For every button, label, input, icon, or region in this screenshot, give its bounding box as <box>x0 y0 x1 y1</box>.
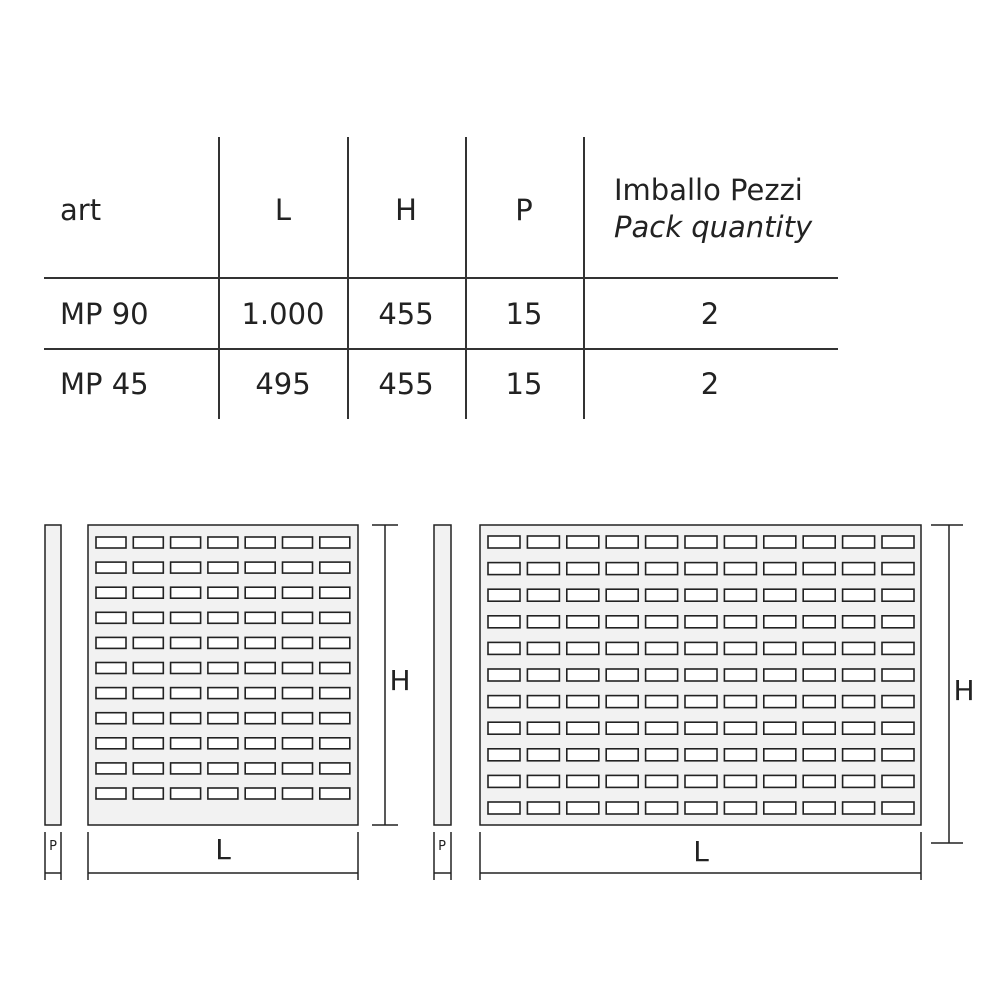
cell-l: 1.000 <box>241 297 325 331</box>
slot <box>96 612 126 623</box>
slot <box>606 536 638 548</box>
slot <box>685 749 717 761</box>
slot <box>527 775 559 787</box>
slot <box>96 788 126 799</box>
slot <box>527 722 559 734</box>
slot <box>606 696 638 708</box>
slot <box>488 589 520 601</box>
slot <box>646 589 678 601</box>
slot <box>133 738 163 749</box>
slot <box>133 713 163 724</box>
slot <box>283 612 313 623</box>
slot <box>320 788 350 799</box>
slot <box>646 775 678 787</box>
slot <box>245 788 275 799</box>
slot <box>527 802 559 814</box>
slot <box>685 775 717 787</box>
slot <box>764 536 796 548</box>
slot <box>133 688 163 699</box>
slot <box>724 696 756 708</box>
slot <box>843 536 875 548</box>
slot <box>96 738 126 749</box>
large-side-profile <box>434 525 451 825</box>
large-l-label: L <box>693 835 709 868</box>
slot <box>527 616 559 628</box>
slot <box>724 669 756 681</box>
slot <box>606 722 638 734</box>
slot <box>803 589 835 601</box>
slot <box>133 763 163 774</box>
slot <box>803 563 835 575</box>
slot <box>606 589 638 601</box>
slot <box>803 616 835 628</box>
header-art: art <box>60 193 102 227</box>
slot <box>133 663 163 674</box>
slot <box>283 763 313 774</box>
slot <box>685 696 717 708</box>
slot <box>724 563 756 575</box>
slot <box>882 802 914 814</box>
slot <box>685 642 717 654</box>
slot <box>567 563 599 575</box>
small-side-profile <box>45 525 61 825</box>
slot <box>208 663 238 674</box>
slot <box>245 763 275 774</box>
slot <box>320 587 350 598</box>
slot <box>208 562 238 573</box>
slot <box>171 738 201 749</box>
slot <box>685 669 717 681</box>
slot <box>685 589 717 601</box>
large-panel-drawing <box>434 525 975 880</box>
slot <box>646 749 678 761</box>
slot <box>96 637 126 648</box>
slot <box>843 616 875 628</box>
slot <box>764 775 796 787</box>
slot <box>803 642 835 654</box>
slot <box>843 696 875 708</box>
slot <box>96 562 126 573</box>
large-h-label: H <box>953 674 975 707</box>
slot <box>283 562 313 573</box>
slot <box>803 696 835 708</box>
slot <box>724 536 756 548</box>
slot <box>882 589 914 601</box>
slot <box>96 713 126 724</box>
cell-art: MP 90 <box>60 297 149 331</box>
slot <box>567 775 599 787</box>
slot <box>96 587 126 598</box>
small-l-label: L <box>215 833 231 866</box>
slot <box>646 722 678 734</box>
slot <box>208 688 238 699</box>
slot <box>208 537 238 548</box>
slot <box>320 688 350 699</box>
cell-pack: 2 <box>700 367 720 401</box>
slot <box>882 563 914 575</box>
slot <box>567 642 599 654</box>
slot <box>843 802 875 814</box>
slot <box>171 537 201 548</box>
slot <box>245 637 275 648</box>
slot <box>320 562 350 573</box>
slot <box>527 696 559 708</box>
slot <box>133 537 163 548</box>
slot <box>646 696 678 708</box>
slot <box>208 788 238 799</box>
cell-pack: 2 <box>700 297 720 331</box>
slot <box>724 589 756 601</box>
slot <box>567 749 599 761</box>
slot <box>320 738 350 749</box>
slot <box>764 802 796 814</box>
slot <box>685 616 717 628</box>
cell-art: MP 45 <box>60 367 149 401</box>
slot <box>843 642 875 654</box>
slot <box>843 722 875 734</box>
slot <box>283 587 313 598</box>
slot <box>646 642 678 654</box>
slot <box>245 663 275 674</box>
slot <box>488 749 520 761</box>
slot <box>171 688 201 699</box>
slot <box>803 749 835 761</box>
slot <box>527 589 559 601</box>
slot <box>764 722 796 734</box>
slot <box>882 775 914 787</box>
slot <box>606 775 638 787</box>
slot <box>208 637 238 648</box>
slot <box>567 589 599 601</box>
slot <box>646 616 678 628</box>
slot <box>488 616 520 628</box>
small-p-label: P <box>49 839 57 854</box>
slot <box>245 587 275 598</box>
slot <box>685 802 717 814</box>
slot <box>724 722 756 734</box>
slot <box>724 802 756 814</box>
slot <box>171 663 201 674</box>
slot <box>133 587 163 598</box>
slot <box>724 642 756 654</box>
slot <box>685 722 717 734</box>
slot <box>320 663 350 674</box>
slot <box>96 537 126 548</box>
slot <box>843 563 875 575</box>
slot <box>133 612 163 623</box>
slot <box>245 713 275 724</box>
header-l: L <box>274 193 292 227</box>
slot <box>245 537 275 548</box>
slot <box>606 642 638 654</box>
slot <box>283 688 313 699</box>
slot <box>488 563 520 575</box>
slot <box>646 802 678 814</box>
slot <box>171 713 201 724</box>
slot <box>133 562 163 573</box>
slot <box>488 775 520 787</box>
slot <box>843 589 875 601</box>
slot <box>606 563 638 575</box>
slot <box>488 642 520 654</box>
slot <box>606 749 638 761</box>
slot <box>283 713 313 724</box>
cell-p: 15 <box>505 297 543 331</box>
slot <box>764 669 796 681</box>
slot <box>527 536 559 548</box>
large-p-label: P <box>438 839 446 854</box>
slot <box>320 612 350 623</box>
slot <box>171 788 201 799</box>
slot <box>882 536 914 548</box>
slot <box>803 669 835 681</box>
slot <box>724 749 756 761</box>
slot <box>245 688 275 699</box>
slot <box>245 562 275 573</box>
slot <box>882 642 914 654</box>
slot <box>96 688 126 699</box>
slot <box>882 749 914 761</box>
slot <box>685 563 717 575</box>
slot <box>208 763 238 774</box>
slot <box>764 616 796 628</box>
slot <box>567 616 599 628</box>
slot <box>685 536 717 548</box>
small-panel-drawing <box>45 525 411 880</box>
slot <box>208 612 238 623</box>
slot <box>606 616 638 628</box>
slot <box>567 536 599 548</box>
slot <box>171 637 201 648</box>
slot <box>488 536 520 548</box>
slot <box>245 738 275 749</box>
slot <box>764 749 796 761</box>
slot <box>646 669 678 681</box>
slot <box>843 749 875 761</box>
slot <box>724 616 756 628</box>
slot <box>567 696 599 708</box>
slot <box>527 749 559 761</box>
cell-h: 455 <box>378 367 434 401</box>
slot <box>803 802 835 814</box>
header-pack-italian: Imballo Pezzi <box>614 173 803 207</box>
cell-h: 455 <box>378 297 434 331</box>
slot <box>171 612 201 623</box>
slot <box>527 563 559 575</box>
slot <box>882 616 914 628</box>
slot <box>567 669 599 681</box>
slot <box>803 775 835 787</box>
slot <box>843 775 875 787</box>
slot <box>283 537 313 548</box>
slot <box>803 536 835 548</box>
slot <box>488 722 520 734</box>
slot <box>320 637 350 648</box>
slot <box>606 669 638 681</box>
slot <box>320 537 350 548</box>
slot <box>527 669 559 681</box>
slot <box>764 589 796 601</box>
slot <box>283 637 313 648</box>
slot <box>882 722 914 734</box>
slot <box>764 642 796 654</box>
slot <box>208 587 238 598</box>
slot <box>646 563 678 575</box>
slot <box>764 696 796 708</box>
slot <box>488 696 520 708</box>
slot <box>208 713 238 724</box>
slot <box>171 763 201 774</box>
slot <box>882 696 914 708</box>
slot <box>803 722 835 734</box>
slot <box>320 713 350 724</box>
slot <box>567 722 599 734</box>
slot <box>171 562 201 573</box>
slot <box>171 587 201 598</box>
slot <box>527 642 559 654</box>
slot <box>882 669 914 681</box>
slot <box>208 738 238 749</box>
slot <box>488 669 520 681</box>
slot <box>488 802 520 814</box>
header-h: H <box>395 193 417 227</box>
small-h-label: H <box>389 664 411 697</box>
slot <box>133 788 163 799</box>
header-p: P <box>515 193 533 227</box>
slot <box>646 536 678 548</box>
slot <box>724 775 756 787</box>
slot <box>96 763 126 774</box>
slot <box>96 663 126 674</box>
header-pack-english: Pack quantity <box>614 210 813 244</box>
slot <box>245 612 275 623</box>
slot <box>133 637 163 648</box>
slot <box>283 663 313 674</box>
slot <box>320 763 350 774</box>
slot <box>567 802 599 814</box>
slot <box>283 788 313 799</box>
slot <box>843 669 875 681</box>
slot <box>764 563 796 575</box>
cell-l: 495 <box>255 367 311 401</box>
cell-p: 15 <box>505 367 543 401</box>
slot <box>283 738 313 749</box>
slot <box>606 802 638 814</box>
